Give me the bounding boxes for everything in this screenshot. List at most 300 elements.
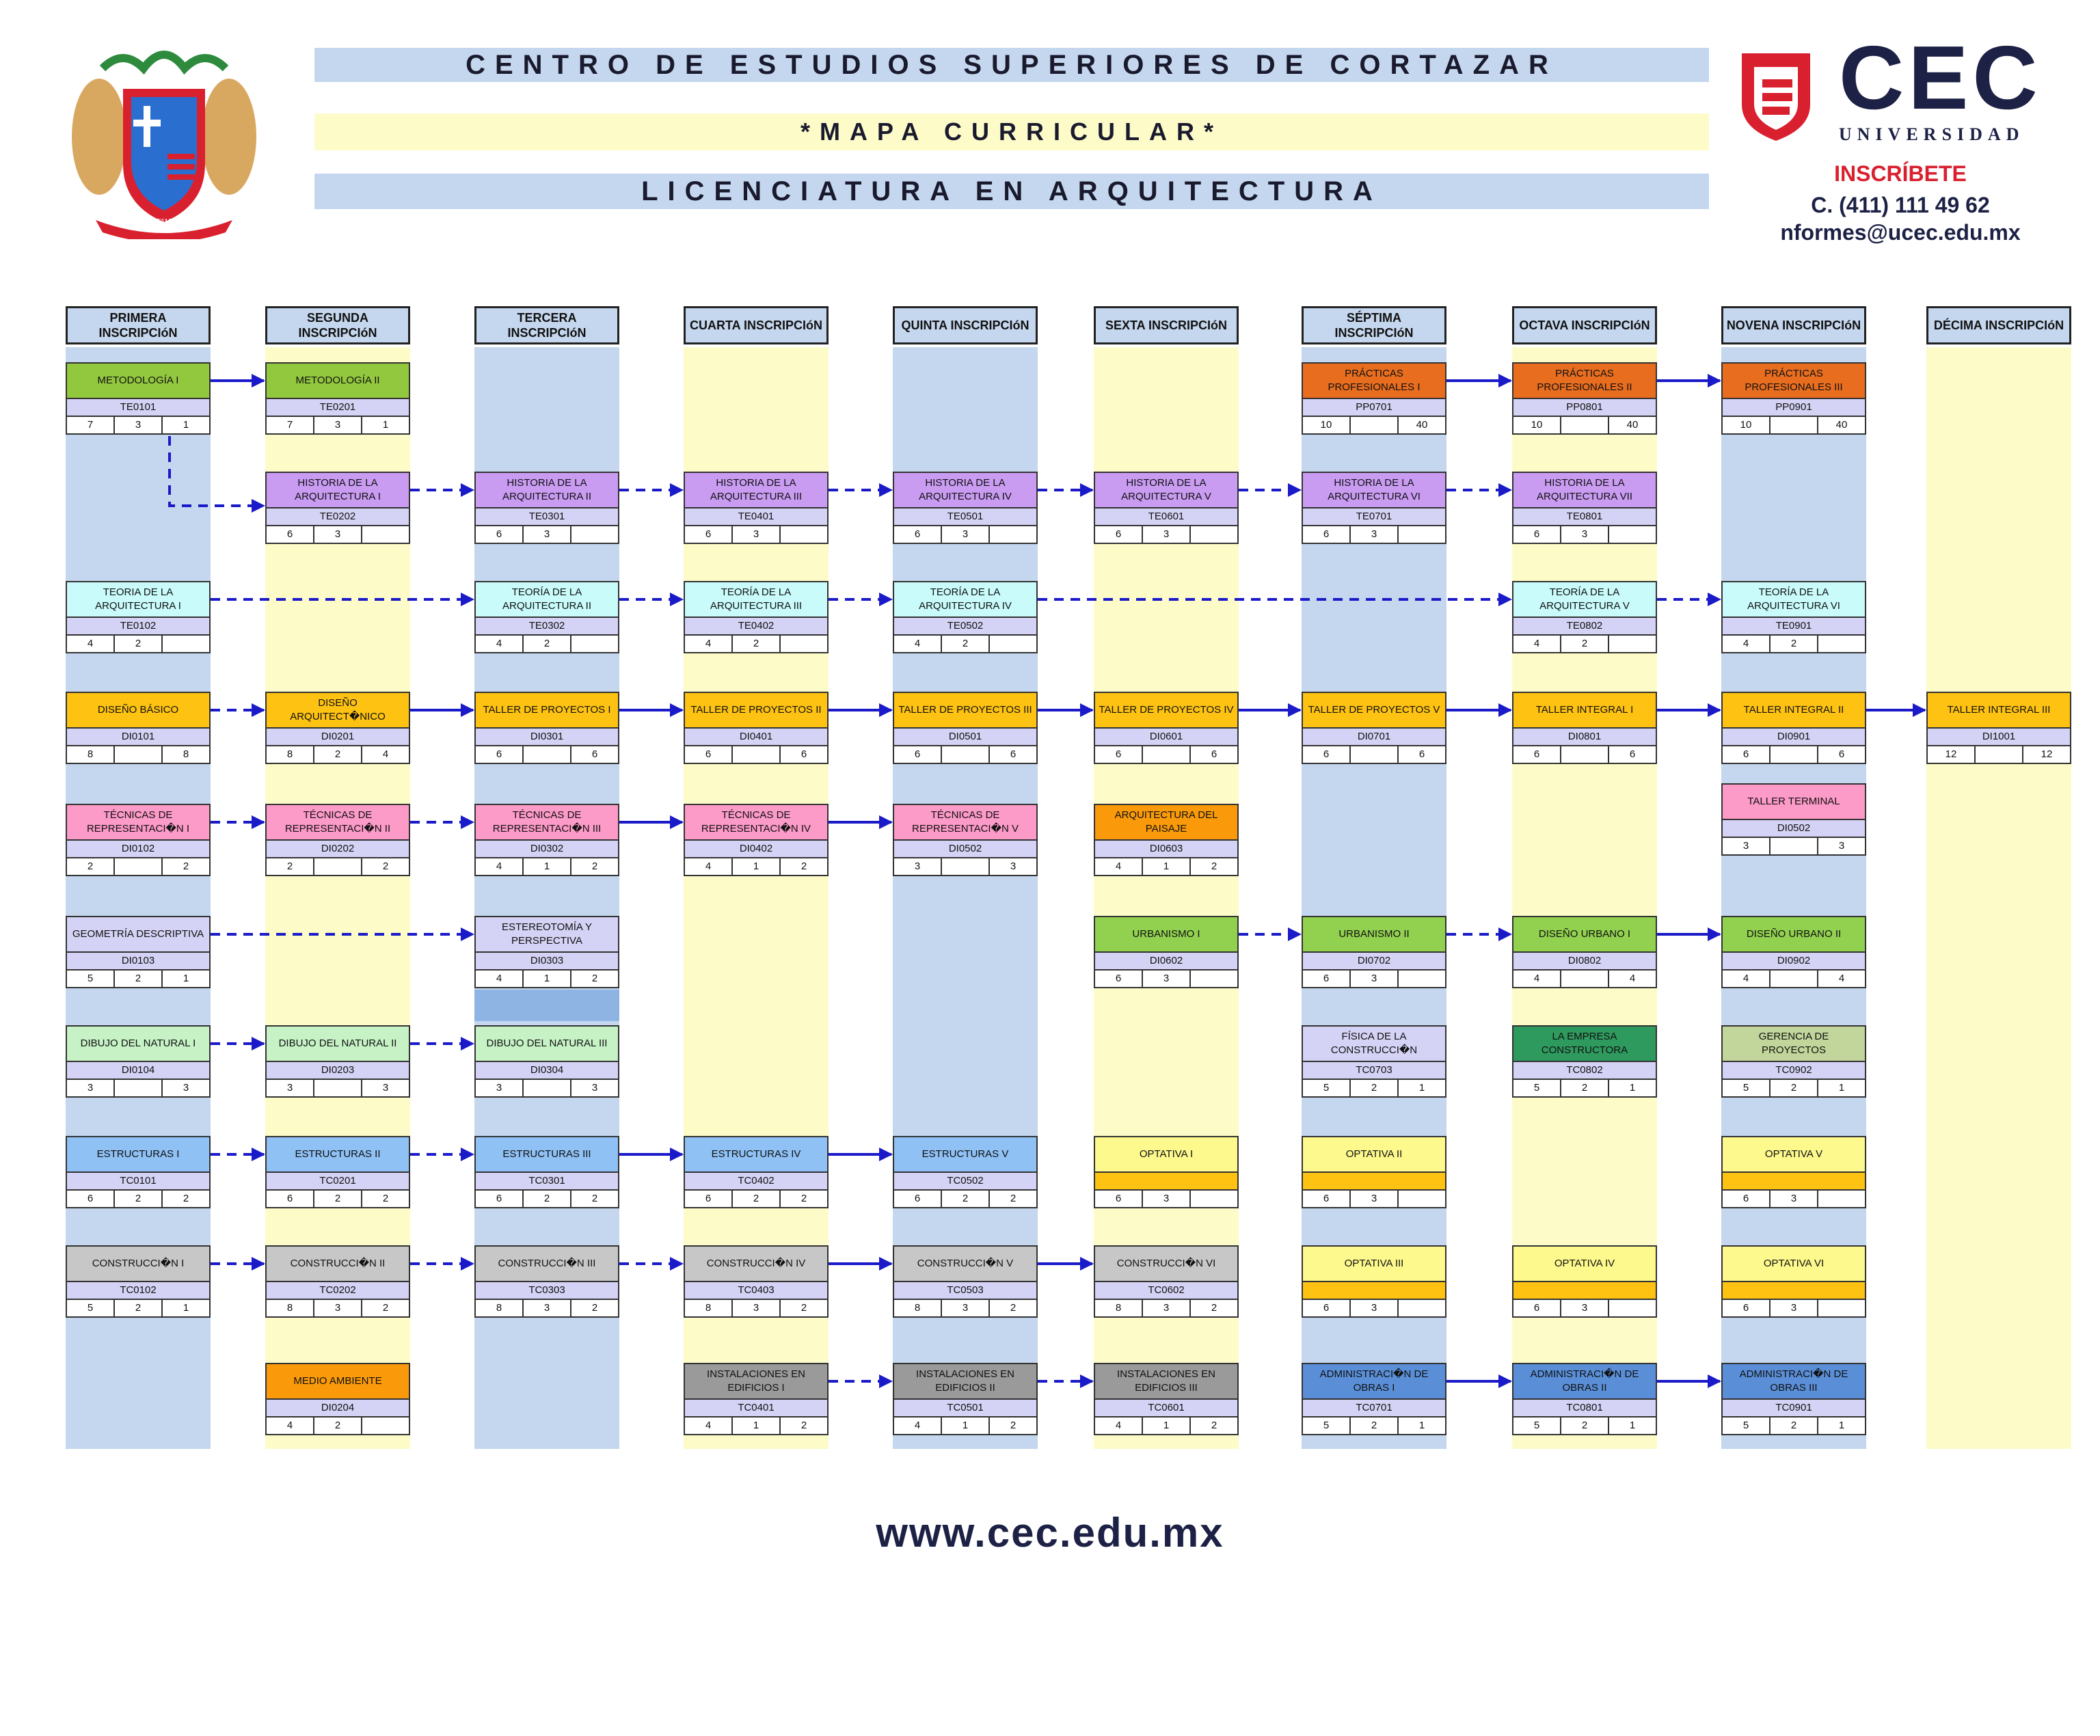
credit-cell: 40 bbox=[1835, 419, 1848, 431]
credit-cell: 2 bbox=[942, 1191, 990, 1207]
credit-cell: 6 bbox=[894, 526, 942, 543]
credit-cell: 3 bbox=[1771, 1191, 1818, 1207]
credit-cell: 10 bbox=[1723, 417, 1771, 433]
credit-cell: 3 bbox=[1351, 1300, 1399, 1316]
credit-cell: 40 bbox=[1626, 419, 1639, 431]
course-name: METODOLOGÍA I bbox=[66, 362, 211, 399]
credit-cell: 2 bbox=[800, 1193, 807, 1204]
course-name: LA EMPRESA CONSTRUCTORA bbox=[1512, 1025, 1657, 1062]
contact-email: nformes@ucec.edu.mx bbox=[1780, 220, 2021, 245]
credit-cell: 3 bbox=[524, 526, 571, 543]
credit-cell: 2 bbox=[1771, 636, 1818, 652]
course-code: DI0702 bbox=[1302, 953, 1446, 971]
credit-cell: 3 bbox=[1351, 971, 1399, 987]
credit-cell: 1 bbox=[183, 1302, 189, 1314]
credit-cell: 2 bbox=[800, 1420, 807, 1431]
credit-cell: 2 bbox=[800, 860, 807, 872]
course-name: INSTALACIONES EN EDIFICIOS I bbox=[684, 1363, 829, 1400]
course-code: DI0802 bbox=[1512, 953, 1657, 971]
credit-cell: 2 bbox=[314, 746, 362, 763]
credit-cell: 8 bbox=[894, 1300, 942, 1316]
credit-cell: 4 bbox=[894, 636, 942, 652]
credit-cell: 3 bbox=[1143, 971, 1191, 987]
credit-cell: 2 bbox=[1771, 1418, 1818, 1434]
credit-cell: 1 bbox=[524, 858, 571, 875]
course-name: TALLER DE PROYECTOS II bbox=[684, 692, 829, 729]
course-name: TÉCNICAS DE REPRESENTACI�N I bbox=[66, 804, 211, 841]
course-code: TE0301 bbox=[474, 508, 619, 526]
credit-cell: 6 bbox=[1010, 748, 1017, 760]
course-code: DI0701 bbox=[1302, 729, 1446, 746]
credit-cell: 1 bbox=[1143, 858, 1191, 875]
course-code: TE0302 bbox=[474, 618, 619, 636]
course-name: CONSTRUCCI�N V bbox=[893, 1245, 1038, 1282]
column-header: QUINTA INSCRIPCIóN bbox=[893, 306, 1038, 344]
course-name: INSTALACIONES EN EDIFICIOS II bbox=[893, 1363, 1038, 1400]
credit-cell: 2 bbox=[524, 1191, 571, 1207]
credit-cell: 1 bbox=[942, 1418, 990, 1434]
course-name: TÉCNICAS DE REPRESENTACI�N III bbox=[474, 804, 619, 841]
credit-cell: 6 bbox=[1513, 746, 1561, 763]
credit-cell: 6 bbox=[267, 1191, 314, 1207]
course-name: TALLER DE PROYECTOS V bbox=[1302, 692, 1446, 729]
credit-cell: 2 bbox=[1771, 1080, 1818, 1096]
credit-cell: 5 bbox=[1723, 1418, 1771, 1434]
course-code: TC0501 bbox=[893, 1400, 1038, 1418]
course-code: DI0602 bbox=[1094, 953, 1239, 971]
course-name: CONSTRUCCI�N III bbox=[474, 1245, 619, 1282]
course-code: TC0701 bbox=[1302, 1400, 1446, 1418]
credit-cell: 10 bbox=[1303, 417, 1351, 433]
course-code: DI0801 bbox=[1512, 729, 1657, 746]
course-name: PRÁCTICAS PROFESIONALES II bbox=[1512, 362, 1657, 399]
course-code: TC0202 bbox=[265, 1282, 410, 1300]
credit-cell: 1 bbox=[1629, 1082, 1636, 1094]
credit-cell: 8 bbox=[685, 1300, 733, 1316]
credit-cell: 2 bbox=[1351, 1418, 1399, 1434]
credit-cell: 7 bbox=[267, 417, 314, 433]
credit-cell: 6 bbox=[685, 1191, 733, 1207]
course-code: TE0502 bbox=[893, 618, 1038, 636]
course-code: TC0102 bbox=[66, 1282, 211, 1300]
course-code: DI0104 bbox=[66, 1062, 211, 1080]
course-name: URBANISMO I bbox=[1094, 916, 1239, 953]
course-name: DISEÑO URBANO II bbox=[1721, 916, 1866, 953]
course-name: OPTATIVA III bbox=[1302, 1245, 1446, 1282]
credit-cell: 6 bbox=[894, 1191, 942, 1207]
course-code: TC0602 bbox=[1094, 1282, 1239, 1300]
course-name: TALLER DE PROYECTOS III bbox=[893, 692, 1038, 729]
course-name: HISTORIA DE LA ARQUITECTURA V bbox=[1094, 472, 1239, 508]
credit-cell: 4 bbox=[476, 636, 524, 652]
credit-cell: 3 bbox=[314, 1300, 362, 1316]
credit-cell: 7 bbox=[67, 417, 115, 433]
credit-cell: 2 bbox=[591, 1193, 598, 1204]
course-code: TC0802 bbox=[1512, 1062, 1657, 1080]
course-code: PP0801 bbox=[1512, 399, 1657, 417]
course-name: DIBUJO DEL NATURAL II bbox=[265, 1025, 410, 1062]
credit-cell: 12 bbox=[1928, 746, 1976, 763]
credit-cell: 8 bbox=[267, 1300, 314, 1316]
course-name: TEORÍA DE LA ARQUITECTURA II bbox=[474, 581, 619, 618]
credit-cell: 6 bbox=[1723, 746, 1771, 763]
course-name: ADMINISTRACI�N DE OBRAS III bbox=[1721, 1363, 1866, 1400]
credit-cell: 2 bbox=[183, 1193, 189, 1204]
credit-cell: 1 bbox=[183, 973, 189, 984]
credit-cell: 2 bbox=[591, 1302, 598, 1314]
credit-cell: 3 bbox=[1723, 838, 1771, 854]
credit-cell: 6 bbox=[1211, 748, 1217, 760]
course-name: OPTATIVA II bbox=[1302, 1136, 1446, 1173]
course-code: TC0201 bbox=[265, 1173, 410, 1191]
course-code: TE0101 bbox=[66, 399, 211, 417]
credit-cell: 2 bbox=[314, 1191, 362, 1207]
website-url[interactable]: www.cec.edu.mx bbox=[876, 1510, 1224, 1556]
course-name: HISTORIA DE LA ARQUITECTURA I bbox=[265, 472, 410, 508]
credit-cell: 4 bbox=[476, 971, 524, 987]
credit-cell: 2 bbox=[1010, 1420, 1017, 1431]
credit-cell: 3 bbox=[1143, 1191, 1191, 1207]
credit-cell: 6 bbox=[1513, 526, 1561, 543]
credit-cell: 6 bbox=[1095, 746, 1143, 763]
course-name: ESTRUCTURAS I bbox=[66, 1136, 211, 1173]
course-code: TC0402 bbox=[684, 1173, 829, 1191]
course-code: TE0802 bbox=[1512, 618, 1657, 636]
course-name: TÉCNICAS DE REPRESENTACI�N II bbox=[265, 804, 410, 841]
credit-cell: 6 bbox=[476, 1191, 524, 1207]
credit-cell: 2 bbox=[115, 1191, 163, 1207]
course-name: TALLER TERMINAL bbox=[1721, 783, 1866, 820]
credit-cell: 2 bbox=[267, 858, 314, 875]
course-name: TALLER DE PROYECTOS I bbox=[474, 692, 619, 729]
course-name: GEOMETRÍA DESCRIPTIVA bbox=[66, 916, 211, 953]
credit-cell: 2 bbox=[314, 1418, 362, 1434]
credit-cell: 8 bbox=[183, 748, 189, 760]
credit-cell: 2 bbox=[67, 858, 115, 875]
credit-cell: 4 bbox=[685, 1418, 733, 1434]
column-header: SEGUNDA INSCRIPCIóN bbox=[265, 306, 410, 344]
credit-cell: 6 bbox=[1303, 1300, 1351, 1316]
credit-cell: 1 bbox=[1418, 1420, 1425, 1431]
course-code: DI0402 bbox=[684, 841, 829, 858]
credit-cell: 2 bbox=[1351, 1080, 1399, 1096]
credit-cell: 6 bbox=[67, 1191, 115, 1207]
seal-motto: AD VITAM STUDIVM bbox=[137, 217, 205, 226]
course-name: HISTORIA DE LA ARQUITECTURA III bbox=[684, 472, 829, 508]
credit-cell: 3 bbox=[1143, 1300, 1191, 1316]
course-code: TC0303 bbox=[474, 1282, 619, 1300]
credit-cell: 3 bbox=[1838, 840, 1845, 852]
brand-subtitle: UNIVERSIDAD bbox=[1839, 124, 2025, 144]
credit-cell: 3 bbox=[942, 1300, 990, 1316]
credit-cell: 5 bbox=[1303, 1080, 1351, 1096]
course-name: TÉCNICAS DE REPRESENTACI�N V bbox=[893, 804, 1038, 841]
course-name: INSTALACIONES EN EDIFICIOS III bbox=[1094, 1363, 1239, 1400]
credit-cell: 1 bbox=[733, 858, 781, 875]
course-name: ADMINISTRACI�N DE OBRAS I bbox=[1302, 1363, 1446, 1400]
course-code: PP0901 bbox=[1721, 399, 1866, 417]
credit-cell: 4 bbox=[1095, 858, 1143, 875]
course-name: TEORIA DE LA ARQUITECTURA I bbox=[66, 581, 211, 618]
course-code: TE0801 bbox=[1512, 508, 1657, 526]
course-code: TC0301 bbox=[474, 1173, 619, 1191]
course-name: TALLER INTEGRAL I bbox=[1512, 692, 1657, 729]
credit-cell: 2 bbox=[1561, 1080, 1609, 1096]
course-name: ESTRUCTURAS III bbox=[474, 1136, 619, 1173]
course-name: DIBUJO DEL NATURAL III bbox=[474, 1025, 619, 1062]
course-code: PP0701 bbox=[1302, 399, 1446, 417]
credit-cell: 2 bbox=[382, 860, 389, 872]
credit-cell: 2 bbox=[1561, 636, 1609, 652]
credit-cell: 8 bbox=[476, 1300, 524, 1316]
course-code: TE0201 bbox=[265, 399, 410, 417]
course-code: TE0102 bbox=[66, 618, 211, 636]
institution-title: CENTRO DE ESTUDIOS SUPERIORES DE CORTAZAR bbox=[314, 48, 1709, 82]
credit-cell: 3 bbox=[733, 526, 781, 543]
column-header: TERCERA INSCRIPCIóN bbox=[474, 306, 619, 344]
course-name: ESTRUCTURAS IV bbox=[684, 1136, 829, 1173]
course-name: DISEÑO BÁSICO bbox=[66, 692, 211, 729]
credit-cell: 3 bbox=[183, 1082, 189, 1094]
credit-cell: 3 bbox=[1010, 860, 1017, 872]
credit-cell: 4 bbox=[67, 636, 115, 652]
course-name: OPTATIVA V bbox=[1721, 1136, 1866, 1173]
credit-cell: 3 bbox=[67, 1080, 115, 1096]
course-code: DI0901 bbox=[1721, 729, 1866, 746]
credit-cell: 1 bbox=[524, 971, 571, 987]
course-code: DI0304 bbox=[474, 1062, 619, 1080]
course-name: ADMINISTRACI�N DE OBRAS II bbox=[1512, 1363, 1657, 1400]
course-code: DI0202 bbox=[265, 841, 410, 858]
credit-cell: 1 bbox=[1838, 1420, 1845, 1431]
credit-cell: 12 bbox=[2041, 748, 2053, 760]
credit-cell: 6 bbox=[800, 748, 807, 760]
course-code: DI0401 bbox=[684, 729, 829, 746]
course-name: PRÁCTICAS PROFESIONALES III bbox=[1721, 362, 1866, 399]
credit-cell: 4 bbox=[894, 1418, 942, 1434]
course-code: DI0902 bbox=[1721, 953, 1866, 971]
credit-cell: 6 bbox=[1095, 971, 1143, 987]
credit-cell: 4 bbox=[1723, 636, 1771, 652]
credit-cell: 6 bbox=[1629, 748, 1636, 760]
credit-cell: 2 bbox=[524, 636, 571, 652]
course-code: TE0402 bbox=[684, 618, 829, 636]
credit-cell: 10 bbox=[1513, 417, 1561, 433]
credit-cell: 2 bbox=[733, 1191, 781, 1207]
credit-cell: 2 bbox=[1010, 1302, 1017, 1314]
course-name: FÍSICA DE LA CONSTRUCCI�N bbox=[1302, 1025, 1446, 1062]
credit-cell: 3 bbox=[524, 1300, 571, 1316]
credit-cell: 4 bbox=[1629, 973, 1636, 984]
credit-cell: 4 bbox=[1513, 971, 1561, 987]
course-code: TE0701 bbox=[1302, 508, 1446, 526]
credit-cell: 4 bbox=[267, 1418, 314, 1434]
course-name: OPTATIVA IV bbox=[1512, 1245, 1657, 1282]
credit-cell: 2 bbox=[115, 971, 163, 987]
credit-cell: 2 bbox=[1211, 1302, 1217, 1314]
credit-cell: 2 bbox=[733, 636, 781, 652]
course-code: DI0501 bbox=[893, 729, 1038, 746]
course-code: DI0502 bbox=[1721, 820, 1866, 838]
column-header: OCTAVA INSCRIPCIóN bbox=[1512, 306, 1657, 344]
credit-cell: 3 bbox=[591, 1082, 598, 1094]
course-code: DI1001 bbox=[1926, 729, 2071, 746]
column-header: NOVENA INSCRIPCIóN bbox=[1721, 306, 1866, 344]
credit-cell: 2 bbox=[1010, 1193, 1017, 1204]
course-code: DI0102 bbox=[66, 841, 211, 858]
course-name: TEORÍA DE LA ARQUITECTURA VI bbox=[1721, 581, 1866, 618]
course-code: DI0103 bbox=[66, 953, 211, 971]
course-name: CONSTRUCCI�N I bbox=[66, 1245, 211, 1282]
credit-cell: 2 bbox=[942, 636, 990, 652]
credit-cell: 8 bbox=[267, 746, 314, 763]
credit-cell: 8 bbox=[1095, 1300, 1143, 1316]
course-code: TC0801 bbox=[1512, 1400, 1657, 1418]
credit-cell: 2 bbox=[800, 1302, 807, 1314]
credit-cell: 1 bbox=[1418, 1082, 1425, 1094]
course-code: TC0503 bbox=[893, 1282, 1038, 1300]
credit-cell: 6 bbox=[476, 526, 524, 543]
course-name: TÉCNICAS DE REPRESENTACI�N IV bbox=[684, 804, 829, 841]
course-name: OPTATIVA VI bbox=[1721, 1245, 1866, 1282]
column-header: SÉPTIMA INSCRIPCIóN bbox=[1302, 306, 1446, 344]
credit-cell: 6 bbox=[1303, 1191, 1351, 1207]
credit-cell: 3 bbox=[267, 1080, 314, 1096]
credit-cell: 6 bbox=[1095, 526, 1143, 543]
credit-cell: 3 bbox=[314, 417, 362, 433]
course-code: TC0901 bbox=[1721, 1400, 1866, 1418]
credit-cell: 5 bbox=[67, 971, 115, 987]
credit-cell: 3 bbox=[1771, 1300, 1818, 1316]
course-name: OPTATIVA I bbox=[1094, 1136, 1239, 1173]
column-header: SEXTA INSCRIPCIóN bbox=[1094, 306, 1239, 344]
credit-cell: 2 bbox=[591, 973, 598, 984]
course-code: DI0101 bbox=[66, 729, 211, 746]
course-code: TE0901 bbox=[1721, 618, 1866, 636]
course-name: GERENCIA DE PROYECTOS bbox=[1721, 1025, 1866, 1062]
credit-cell: 1 bbox=[1143, 1418, 1191, 1434]
course-name: TEORÍA DE LA ARQUITECTURA IV bbox=[893, 581, 1038, 618]
credit-cell: 2 bbox=[382, 1302, 389, 1314]
credit-cell: 6 bbox=[1303, 746, 1351, 763]
credit-cell: 5 bbox=[1303, 1418, 1351, 1434]
course-code: DI0502 bbox=[893, 841, 1038, 858]
credit-cell: 4 bbox=[382, 748, 389, 760]
course-name: MEDIO AMBIENTE bbox=[265, 1363, 410, 1400]
enroll-cta: INSCRÍBETE bbox=[1834, 161, 1967, 186]
credit-cell: 2 bbox=[115, 1300, 163, 1316]
credit-cell: 3 bbox=[314, 526, 362, 543]
credit-cell: 6 bbox=[267, 526, 314, 543]
course-code: TC0101 bbox=[66, 1173, 211, 1191]
credit-cell: 4 bbox=[1838, 973, 1845, 984]
credit-cell: 2 bbox=[382, 1193, 389, 1204]
course-code: TE0501 bbox=[893, 508, 1038, 526]
course-name: DISEÑO ARQUITECT�NICO bbox=[265, 692, 410, 729]
credit-cell: 6 bbox=[1513, 1300, 1561, 1316]
credit-cell: 6 bbox=[1838, 748, 1845, 760]
column-header: CUARTA INSCRIPCIóN bbox=[684, 306, 829, 344]
credit-cell: 4 bbox=[685, 636, 733, 652]
course-code: TC0703 bbox=[1302, 1062, 1446, 1080]
credit-cell: 6 bbox=[894, 746, 942, 763]
course-name: DISEÑO URBANO I bbox=[1512, 916, 1657, 953]
course-code: TC0403 bbox=[684, 1282, 829, 1300]
course-code: TC0601 bbox=[1094, 1400, 1239, 1418]
course-code: TE0202 bbox=[265, 508, 410, 526]
course-code: TC0401 bbox=[684, 1400, 829, 1418]
course-name: TEORÍA DE LA ARQUITECTURA III bbox=[684, 581, 829, 618]
credit-cell: 4 bbox=[1095, 1418, 1143, 1434]
credit-cell: 5 bbox=[1723, 1080, 1771, 1096]
credit-cell: 3 bbox=[1143, 526, 1191, 543]
course-name: HISTORIA DE LA ARQUITECTURA IV bbox=[893, 472, 1038, 508]
course-name: DIBUJO DEL NATURAL I bbox=[66, 1025, 211, 1062]
credit-cell: 3 bbox=[115, 417, 163, 433]
course-code: DI0303 bbox=[474, 953, 619, 971]
credit-cell: 2 bbox=[115, 636, 163, 652]
credit-cell: 1 bbox=[1838, 1082, 1845, 1094]
course-code: DI0601 bbox=[1094, 729, 1239, 746]
credit-cell: 6 bbox=[1723, 1300, 1771, 1316]
course-code: DI0204 bbox=[265, 1400, 410, 1418]
credit-cell: 40 bbox=[1416, 419, 1428, 431]
credit-cell: 4 bbox=[685, 858, 733, 875]
credit-cell: 6 bbox=[1095, 1191, 1143, 1207]
course-name: CONSTRUCCI�N II bbox=[265, 1245, 410, 1282]
credit-cell: 3 bbox=[476, 1080, 524, 1096]
credit-cell: 2 bbox=[1561, 1418, 1609, 1434]
credit-cell: 1 bbox=[183, 419, 189, 431]
course-name: ESTRUCTURAS II bbox=[265, 1136, 410, 1173]
course-name: CONSTRUCCI�N VI bbox=[1094, 1245, 1239, 1282]
credit-cell: 6 bbox=[1303, 526, 1351, 543]
credit-cell: 5 bbox=[1513, 1418, 1561, 1434]
credit-cell: 6 bbox=[476, 746, 524, 763]
course-name: HISTORIA DE LA ARQUITECTURA VII bbox=[1512, 472, 1657, 508]
credit-cell: 6 bbox=[1303, 971, 1351, 987]
course-name: TALLER DE PROYECTOS IV bbox=[1094, 692, 1239, 729]
credit-cell: 6 bbox=[685, 526, 733, 543]
credit-cell: 3 bbox=[942, 526, 990, 543]
credit-cell: 2 bbox=[1211, 860, 1217, 872]
course-name: URBANISMO II bbox=[1302, 916, 1446, 953]
credit-cell: 3 bbox=[382, 1082, 389, 1094]
course-code: DI0603 bbox=[1094, 841, 1239, 858]
credit-cell: 1 bbox=[1629, 1420, 1636, 1431]
prerequisite-arrow bbox=[170, 436, 264, 506]
credit-cell: 1 bbox=[733, 1418, 781, 1434]
credit-cell: 5 bbox=[1513, 1080, 1561, 1096]
course-name: PRÁCTICAS PROFESIONALES I bbox=[1302, 362, 1446, 399]
course-code: DI0301 bbox=[474, 729, 619, 746]
course-name: ESTEREOTOMÍA Y PERSPECTIVA bbox=[474, 916, 619, 953]
course-name: ARQUITECTURA DEL PAISAJE bbox=[1094, 804, 1239, 841]
credit-cell: 4 bbox=[1513, 636, 1561, 652]
credit-cell: 5 bbox=[67, 1300, 115, 1316]
course-code: TE0401 bbox=[684, 508, 829, 526]
column-header: DÉCIMA INSCRIPCIóN bbox=[1926, 306, 2071, 344]
credit-cell: 3 bbox=[1351, 526, 1399, 543]
column-header: PRIMERA INSCRIPCIóN bbox=[66, 306, 211, 344]
course-code: DI0203 bbox=[265, 1062, 410, 1080]
course-name: TALLER INTEGRAL II bbox=[1721, 692, 1866, 729]
course-code: TE0601 bbox=[1094, 508, 1239, 526]
credit-cell: 6 bbox=[591, 748, 598, 760]
course-name: HISTORIA DE LA ARQUITECTURA VI bbox=[1302, 472, 1446, 508]
credit-cell: 3 bbox=[733, 1300, 781, 1316]
contact-phone: C. (411) 111 49 62 bbox=[1811, 193, 1990, 217]
